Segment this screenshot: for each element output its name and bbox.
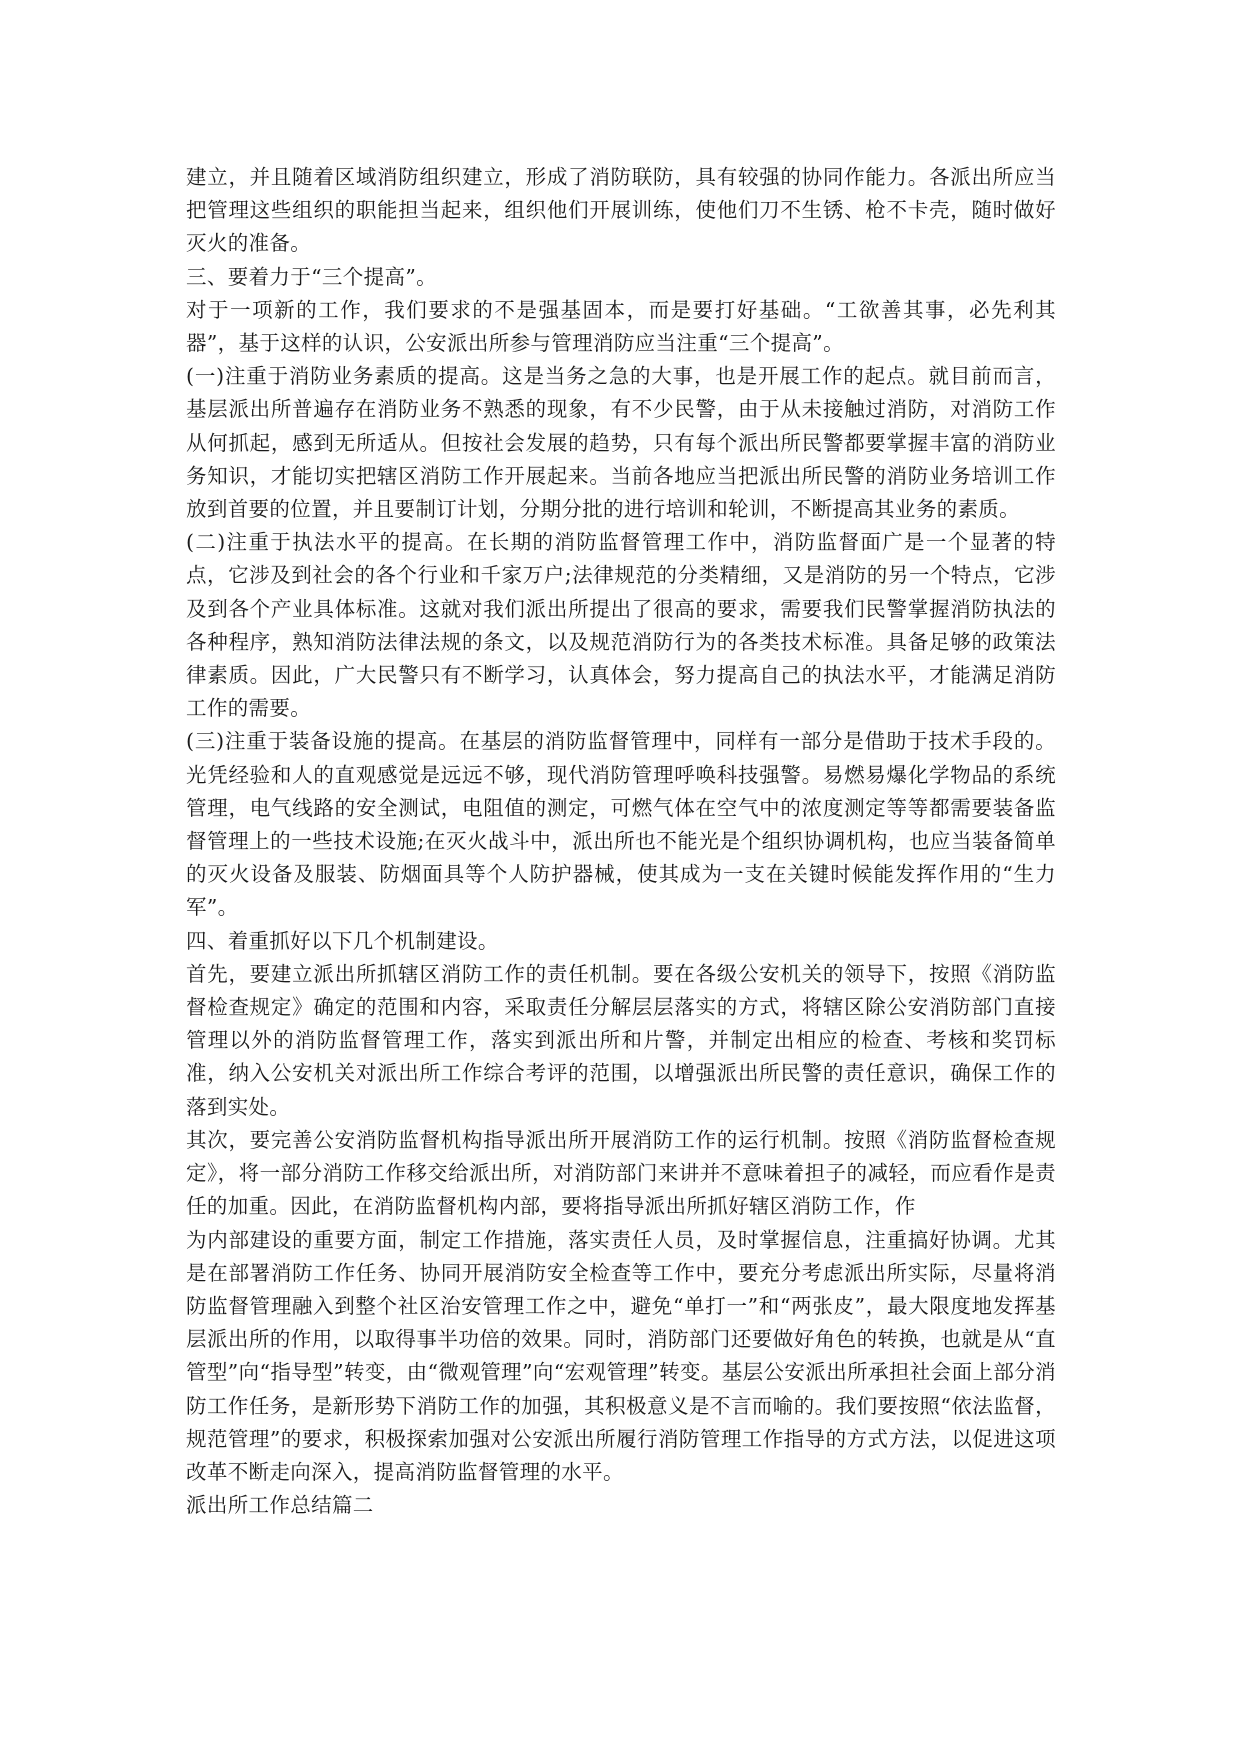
document-body [186, 161, 1056, 1522]
paragraph: 对于一项新的工作，我们要求的不是强基固本，而是要打好基础。“工欲善其事，必先利其器”，基于这样的认识，公安派出所参与管理消防应当注重“三个提高”。 [186, 297, 1056, 356]
paragraph: (三)注重于装备设施的提高。在基层的消防监督管理中，同样有一部分是借助于技术手段的。光凭经验和人的直观感觉是远远不够，现代消防管理呼唤科技强警。易燃易爆化学物品的系统管理，电气线路的安全测试，电阻值的测定，可燃气体在空气中的浓度测定等等都需要装备监督管理上的一些技术设施;在灭火战斗中，派出所也不能光是个组织协调机构，也应当装备简单的灭火设备及服装、防烟面具等个人防护器械，使其成为一支在关键时候能发挥作用的“生力军”。 [186, 729, 1056, 920]
paragraph: 首先，要建立派出所抓辖区消防工作的责任机制。要在各级公安机关的领导下，按照《消防监督检查规定》确定的范围和内容，采取责任分解层层落实的方式，将辖区除公安消防部门直接管理以外的消防监督管理工作，落实到派出所和片警，并制定出相应的检查、考核和奖罚标准，纳入公安机关对派出所工作综合考评的范围，以增强派出所民警的责任意识，确保工作的落到实处。 [186, 961, 1056, 1119]
section-heading: 派出所工作总结篇二 [186, 1493, 374, 1518]
section-heading: 三、要着力于“三个提高”。 [186, 264, 438, 289]
paragraph: 建立，并且随着区域消防组织建立，形成了消防联防，具有较强的协同作能力。各派出所应当把管理这些组织的职能担当起来，组织他们开展训练，使他们刀不生锈、枪不卡壳，随时做好灭火的准备。 [186, 165, 1056, 256]
paragraph: 为内部建设的重要方面，制定工作措施，落实责任人员，及时掌握信息，注重搞好协调。尤其是在部署消防工作任务、协同开展消防安全检查等工作中，要充分考虑派出所实际，尽量将消防监督管理融入到整个社区治安管理工作之中，避免“单打一”和“两张皮”，最大限度地发挥基层派出所的作用，以取得事半功倍的效果。同时，消防部门还要做好角色的转换，也就是从“直管型”向“指导型”转变，由“微观管理”向“宏观管理”转变。基层公安派出所承担社会面上部分消防工作任务，是新形势下消防工作的加强，其积极意义是不言而喻的。我们要按照“依法监督，规范管理”的要求，积极探索加强对公安派出所履行消防管理工作指导的方式方法，以促进这项改革不断走向深入，提高消防监督管理的水平。 [186, 1227, 1056, 1484]
paragraph: 其次，要完善公安消防监督机构指导派出所开展消防工作的运行机制。按照《消防监督检查规定》，将一部分消防工作移交给派出所，对消防部门来讲并不意味着担子的减轻，而应看作是责任的加重。因此，在消防监督机构内部，要将指导派出所抓好辖区消防工作，作 [186, 1127, 1056, 1219]
paragraph: (二)注重于执法水平的提高。在长期的消防监督管理工作中，消防监督面广是一个显著的特点，它涉及到社会的各个行业和千家万户;法律规范的分类精细，又是消防的另一个特点，它涉及到各个产业具体标准。这就对我们派出所提出了很高的要求，需要我们民警掌握消防执法的各种程序，熟知消防法律法规的条文，以及规范消防行为的各类技术标准。具备足够的政策法律素质。因此，广大民警只有不断学习，认真体会，努力提高自己的执法水平，才能满足消防工作的需要。 [186, 530, 1056, 721]
paragraph: (一)注重于消防业务素质的提高。这是当务之急的大事，也是开展工作的起点。就目前而言，基层派出所普遍存在消防业务不熟悉的现象，有不少民警，由于从未接触过消防，对消防工作从何抓起，感到无所适从。但按社会发展的趋势，只有每个派出所民警都要掌握丰富的消防业务知识，才能切实把辖区消防工作开展起来。当前各地应当把派出所民警的消防业务培训工作放到首要的位置，并且要制订计划，分期分批的进行培训和轮训，不断提高其业务的素质。 [186, 364, 1056, 522]
section-heading: 四、着重抓好以下几个机制建设。 [186, 928, 499, 953]
